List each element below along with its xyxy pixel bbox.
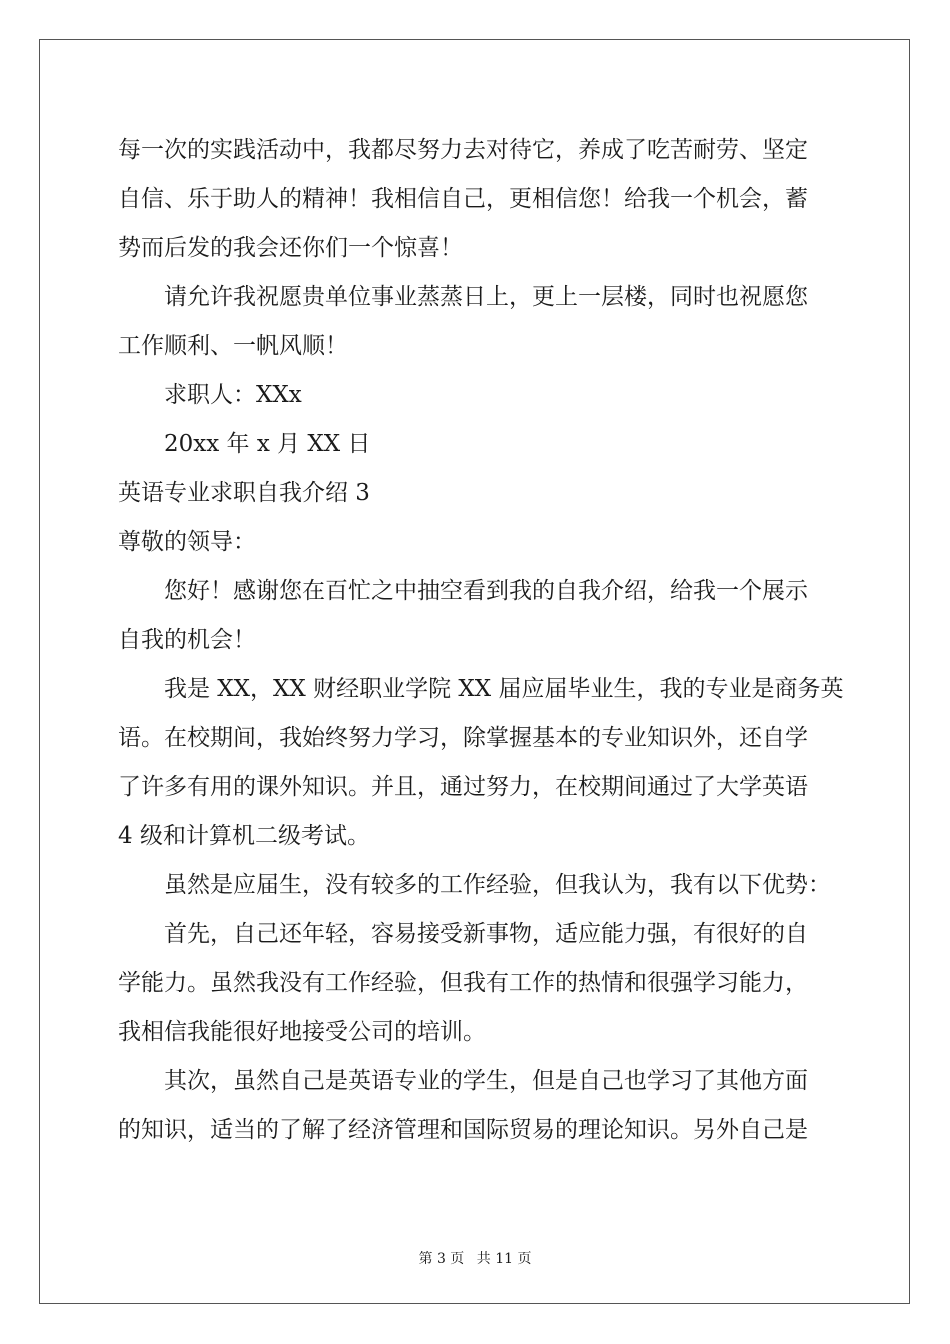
document-body	[118, 126, 844, 1155]
text-line: 20xx 年 x 月 XX 日	[164, 431, 371, 457]
text-line: 势而后发的我会还你们一个惊喜！	[118, 235, 463, 261]
text-line: 我相信我能很好地接受公司的培训。	[118, 1019, 486, 1045]
text-line: 4 级和计算机二级考试。	[118, 823, 370, 849]
text-line: 您好！感谢您在百忙之中抽空看到我的自我介绍，给我一个展示	[164, 578, 808, 604]
text-line: 工作顺利、一帆风顺！	[118, 333, 348, 359]
text-line: 自我的机会！	[118, 627, 256, 653]
text-line: 英语专业求职自我介绍 3	[118, 480, 370, 506]
text-line: 的知识，适当的了解了经济管理和国际贸易的理论知识。另外自己是	[118, 1117, 808, 1143]
text-line: 我是 XX，XX 财经职业学院 XX 届应届毕业生，我的专业是商务英	[164, 676, 844, 702]
text-line: 其次，虽然自己是英语专业的学生，但是自己也学习了其他方面	[164, 1068, 808, 1094]
text-line: 自信、乐于助人的精神！我相信自己，更相信您！给我一个机会，蓄	[118, 186, 808, 212]
text-line: 每一次的实践活动中，我都尽努力去对待它，养成了吃苦耐劳、坚定	[118, 137, 808, 163]
page-footer	[0, 1248, 950, 1268]
text-line: 尊敬的领导：	[118, 529, 256, 555]
text-line: 了许多有用的课外知识。并且，通过努力，在校期间通过了大学英语	[118, 774, 808, 800]
page-total: 共 11 页	[476, 1251, 532, 1267]
text-line: 学能力。虽然我没有工作经验，但我有工作的热情和很强学习能力，	[118, 970, 808, 996]
text-line: 首先，自己还年轻，容易接受新事物，适应能力强，有很好的自	[164, 921, 808, 947]
text-line: 求职人：XXx	[164, 382, 302, 408]
text-line: 语。在校期间，我始终努力学习，除掌握基本的专业知识外，还自学	[118, 725, 808, 751]
text-line: 虽然是应届生，没有较多的工作经验，但我认为，我有以下优势：	[164, 872, 831, 898]
page-number: 第 3 页	[418, 1251, 465, 1267]
text-line: 请允许我祝愿贵单位事业蒸蒸日上，更上一层楼，同时也祝愿您	[164, 284, 808, 310]
